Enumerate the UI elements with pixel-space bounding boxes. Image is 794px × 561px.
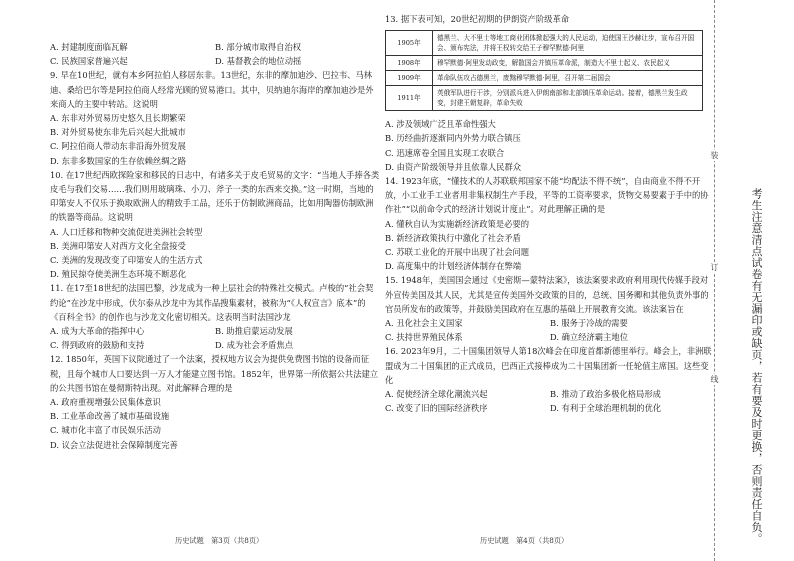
question-13-stem: 13. 据下表可知，20世纪初期的伊朗资产阶级革命 [385,14,570,24]
option-16a: A. 促使经济全球化潮流兴起 [385,389,488,400]
table-event: 德黑兰、大不里士等地工商业团体掀起强大的人民运动，迫使国王沙赫让步，宣布召开国会、颁布宪法，并将王权转交给王子穆罕默德·阿里 [433,31,703,56]
option-14b: B. 新经济政策执行中激化了社会矛盾 [385,232,521,243]
footer-page-number-right: 历史试题 第4页（共8页） [480,536,569,545]
option-11d: D. 成为社会矛盾焦点 [215,340,294,351]
option-9a: A. 东非对外贸易历史悠久且长期繁荣 [50,113,186,124]
option-9d: D. 东非多数国家的生存依赖丝绸之路 [50,155,187,166]
footer-page-number-left: 历史试题 第3页（共8页） [175,536,264,545]
option-11a: A. 成为大革命的指挥中心 [50,326,145,337]
binding-label-mid: 订 [710,263,719,272]
option-16d: D. 有利于全球治理机制的优化 [550,403,662,414]
question-8-options [50,40,380,68]
question-16 [385,344,715,415]
question-16-stem: 16. 2023年9月，二十国集团领导人第18次峰会在印度首都新德里举行。峰会上，非洲联盟成为二十国集团的正式成员，巴西正式接棒成为二十国集团新一任轮值主席国。这些变化 [385,346,712,385]
option-14a: A. 懂秋自认为实施新经济政策是必要的 [385,218,530,229]
question-15-stem: 15. 1948年，美国国会通过《史密斯—蒙特法案》，该法案要求政府利用现代传媒手段对外宣传美国及其人民，尤其是宣传美国外交政策的目的，总统、国务卿和其他负责外事的官员所发布的政策等，并鼓励美国政府在互惠的基础上开展教育交流。该法案旨在 [385,275,709,314]
option-13b: B. 历经曲折逐渐同内外势力联合镇压 [385,133,521,144]
table-row [386,31,703,56]
option-15c: C. 扶持世界殖民体系 [385,332,463,343]
question-15 [385,273,715,344]
question-9-stem: 9. 早在10世纪，就有本乡阿拉伯人移居东非。13世纪，东非的摩加迪沙、巴拉韦、马林迪、桑给巴尔等是阿拉伯商人经常光顾的贸易港口。其中，贝纳迪尔海岸的摩加迪沙是外来商人的主要中转站。这说明 [50,70,374,109]
left-page-column [50,40,380,452]
option-8b: B. 部分城市取得自治权 [215,42,302,52]
table-year: 1908年 [386,56,433,71]
option-15d: D. 确立经济霸主地位 [550,332,629,343]
question-12-stem: 12. 1850年，英国下议院通过了一个法案，授权地方议会为提供免费图书馆的设备而征税，且每个城市人口要达到一万人才能建立图书馆。1852年，世界第一所依据公共法建立的公共图书馆在曼彻斯特出现。对此解释合理的是 [50,354,379,393]
question-10 [50,168,380,282]
option-16b: B. 推动了政治多极化格局形成 [550,389,661,400]
question-10-stem: 10. 在17世纪西欧探险家和移民的日志中，有诸多关于皮毛贸易的文字：“当地人手捧各类皮毛与我们交易……我们则用玻璃珠、小刀、斧子一类的东西来交换。”这一时期，当地的印第安人不仅乐于换取欧洲人的精致手工品，还乐于仿制欧洲商品，比如用陶器仿制欧洲的铁器等商品。这说明 [50,169,380,223]
option-12d: D. 议会立法促进社会保障制度完善 [50,439,178,450]
option-15a: A. 丑化社会主义国家 [385,318,463,329]
option-13a: A. 涉及领域广泛且革命性强大 [385,119,496,130]
table-year: 1909年 [386,71,433,86]
option-8d: D. 基督教会的地位动摇 [215,56,302,67]
option-10c: C. 美洲的发现改变了印第安人的生活方式 [50,255,203,266]
option-8a: A. 封建制度面临瓦解 [50,42,128,52]
binding-label-top: 装 [710,151,719,160]
option-16c: C. 改变了旧的国际经济秩序 [385,403,488,414]
binding-line [714,0,716,561]
side-note-vertical: 考生注意清点试卷有无漏印或缺页，若有要及时更换，否则责任自负。 [750,188,763,545]
option-10b: B. 美洲印第安人对西方文化全盘接受 [50,240,186,251]
option-12a: A. 政府重视增强公民集体意识 [50,397,161,408]
option-13d: D. 由资产阶级领导并且依靠人民群众 [385,161,522,172]
right-page-column [385,12,715,415]
table-event: 穆罕默德·阿里发动政变，解散国会并镇压革命派，制造大不里士起义、农民起义 [433,56,703,71]
option-8c: C. 民族国家普遍兴起 [50,56,128,67]
option-10d: D. 殖民掠夺使美洲生态环境不断恶化 [50,269,187,280]
question-14 [385,174,715,273]
option-14c: C. 苏联工业化的开展中出现了社会问题 [385,247,530,258]
question-11-stem: 11. 在17至18世纪的法国巴黎，沙龙成为一种上层社会的特殊社交模式。卢梭的“社会契约论”在沙龙中形成，伏尔泰从沙龙中为其作品搜集素材，被称为“《人权宣言》底本”的《百科全书》的创作也与沙龙文化密切相关。这表明当时法国沙龙 [50,283,374,322]
question-12 [50,352,380,451]
option-15b: B. 服务于冷战的需要 [550,318,628,329]
table-row [386,56,703,71]
table-year: 1905年 [386,31,433,56]
table-event: 英俄军队进行干涉，分别派兵进入伊朗南部和北部镇压革命运动。接着，德黑兰发生政变，封建王朝复辟，革命失败 [433,86,703,111]
option-13c: C. 迅速席卷全国且实现工农联合 [385,147,505,158]
option-10a: A. 人口迁移和物种交流促进美洲社会转型 [50,226,203,237]
option-9b: B. 对外贸易使东非先后兴起大批城市 [50,127,186,138]
question-13 [385,12,715,174]
option-12c: C. 城市化丰富了市民娱乐活动 [50,425,161,436]
option-14d: D. 高度集中的计划经济体制存在弊端 [385,261,522,272]
option-11c: C. 得到政府的鼓励和支持 [50,340,145,351]
question-11 [50,281,380,352]
table-row [386,71,703,86]
option-12b: B. 工业革命改善了城市基础设施 [50,411,170,422]
option-9c: C. 阿拉伯商人带动东非沿海外贸发展 [50,141,186,152]
revolution-table [385,30,703,111]
table-year: 1911年 [386,86,433,111]
table-row [386,86,703,111]
question-14-stem: 14. 1923年底，“懂技术的人苏联联邦国家不能“均配法不得不统”，自由商业不得不开放，小工业手工业者用非集权制生产手段，平等的工资率要求，货物交易要素于手中的协作社”“以前命令式的经济计划说计度止”。对此理解正确的是 [385,176,709,215]
binding-label-bottom: 线 [710,375,719,384]
table-event: 革命队伍攻占德黑兰，废黜穆罕默德·阿里，召开第二届国会 [433,71,703,86]
question-9 [50,68,380,167]
option-11b: B. 助推启蒙运动发展 [215,326,293,337]
